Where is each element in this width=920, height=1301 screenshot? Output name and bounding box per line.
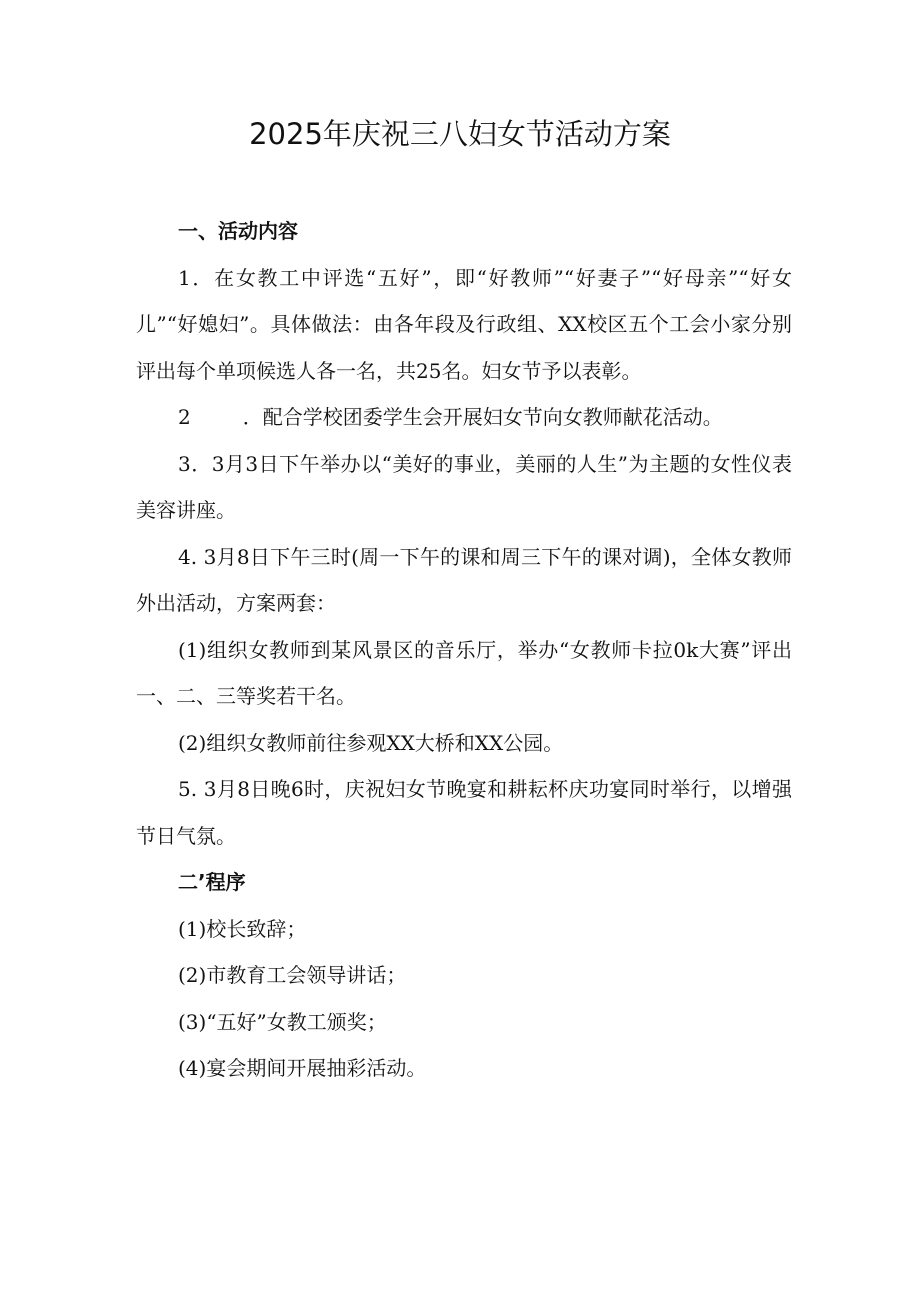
activity-item-4-option-2: (2)组织女教师前往参观XX大桥和XX公园。 [178,730,564,755]
activity-item-5: 5. 3月8日晚6时，庆祝妇女节晚宴和耕耘杯庆功宴同时举行，以增强节日气氛。 [136,777,792,848]
procedure-step-1: (1)校长致辞； [178,916,307,941]
section-heading-procedure: 二’程序 [178,870,246,894]
activity-item-1: 1．在女教工中评选“五好”，即“好教师”“好妻子”“好母亲”“好女儿”“好媳妇”。具体做法：由各年段及行政组、XX校区五个工会小家分别评出每个单项候选人各一名，共25名。妇女节予以表彰。 [136,265,792,383]
procedure-step-3: (3)“五好”女教工颁奖； [178,1009,387,1034]
activity-item-4: 4. 3月8日下午三时(周一下午的课和周三下午的课对调)，全体女教师外出活动，方案两套： [136,544,792,615]
activity-item-2 [136,394,792,441]
activity-item-3: 3．3月3日下午举办以“美好的事业，美丽的人生”为主题的女性仪表美容讲座。 [136,451,792,522]
section-heading-activities: 一、活动内容 [178,219,298,243]
activity-item-2-number: 2 [178,405,191,429]
procedure-step-4: (4)宴会期间开展抽彩活动。 [178,1056,427,1080]
activity-item-4-option-1: (1)组织女教师到某风景区的音乐厅，举办“女教师卡拉0k大赛”评出一、二、三等奖若干名。 [136,637,792,708]
procedure-step-2: (2)市教育工会领导讲话； [178,963,407,987]
document-body [136,208,792,1092]
document-title: 2025年庆祝三八妇女节活动方案 [249,117,671,151]
activity-item-2-text: ．配合学校团委学生会开展妇女节向女教师献花活动。 [242,405,723,429]
